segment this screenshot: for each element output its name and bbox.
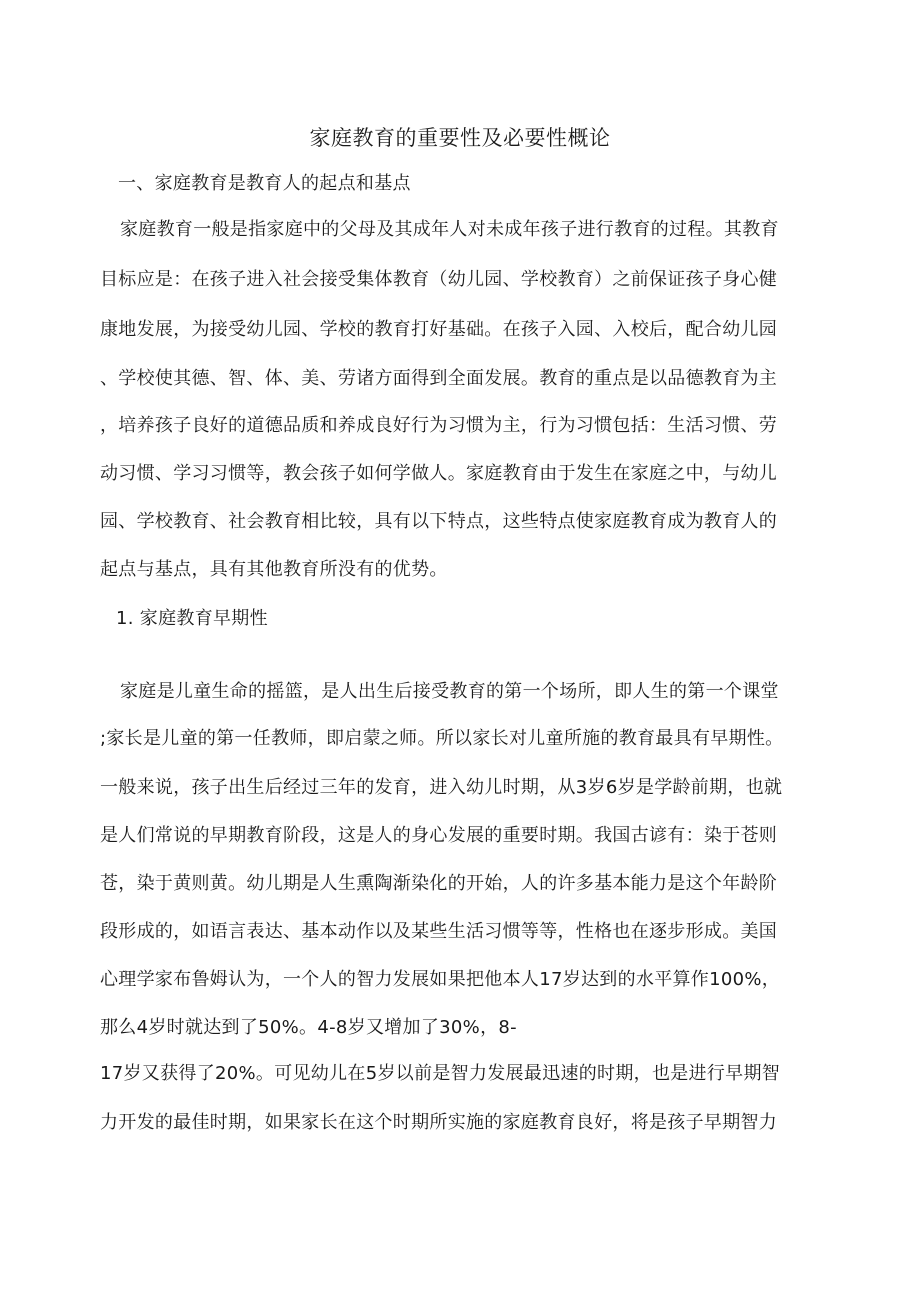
paragraph-line: 是人们常说的早期教育阶段，这是人的身心发展的重要时期。我国古谚有：染于苍则 (100, 825, 778, 846)
paragraph-line: ，培养孩子良好的道德品质和养成良好行为习惯为主，行为习惯包括：生活习惯、劳 (100, 415, 778, 436)
paragraph-line: 康地发展，为接受幼儿园、学校的教育打好基础。在孩子入园、入校后，配合幼儿园 (100, 319, 778, 340)
paragraph-line: 心理学家布鲁姆认为，一个人的智力发展如果把他本人17岁达到的水平算作100%， (100, 969, 781, 990)
paragraph-line: 一般来说，孩子出生后经过三年的发育，进入幼儿时期，从3岁6岁是学龄前期，也就 (100, 777, 783, 798)
document-title: 家庭教育的重要性及必要性概论 (309, 126, 611, 150)
subheading: 1. 家庭教育早期性 (116, 608, 268, 629)
paragraph-line: 目标应是：在孩子进入社会接受集体教育（幼儿园、学校教育）之前保证孩子身心健 (100, 269, 778, 290)
paragraph-line: 17岁又获得了20%。可见幼儿在5岁以前是智力发展最迅速的时期，也是进行早期智 (100, 1063, 781, 1084)
paragraph-line: 家庭是儿童生命的摇篮，是人出生后接受教育的第一个场所，即人生的第一个课堂 (120, 681, 779, 702)
paragraph-line: ;家长是儿童的第一任教师，即启蒙之师。所以家长对儿童所施的教育最具有早期性。 (100, 728, 784, 749)
paragraph-line: 、学校使其德、智、体、美、劳诸方面得到全面发展。教育的重点是以品德教育为主 (100, 368, 778, 389)
paragraph-line: 园、学校教育、社会教育相比较，具有以下特点，这些特点使家庭教育成为教育人的 (100, 511, 778, 532)
paragraph-line: 力开发的最佳时期，如果家长在这个时期所实施的家庭教育良好，将是孩子早期智力 (100, 1112, 778, 1133)
paragraph-line: 苍，染于黄则黄。幼儿期是人生熏陶渐染化的开始，人的许多基本能力是这个年龄阶 (100, 873, 778, 894)
section-heading: 一、家庭教育是教育人的起点和基点 (118, 173, 411, 194)
paragraph-line: 家庭教育一般是指家庭中的父母及其成年人对未成年孩子进行教育的过程。其教育 (120, 219, 779, 240)
paragraph-line: 段形成的，如语言表达、基本动作以及某些生活习惯等等，性格也在逐步形成。美国 (100, 921, 778, 942)
paragraph-line: 那么4岁时就达到了50%。4-8岁又增加了30%，8- (100, 1017, 517, 1038)
paragraph-line: 起点与基点，具有其他教育所没有的优势。 (100, 559, 448, 580)
paragraph-line: 动习惯、学习习惯等，教会孩子如何学做人。家庭教育由于发生在家庭之中，与幼儿 (100, 463, 778, 484)
